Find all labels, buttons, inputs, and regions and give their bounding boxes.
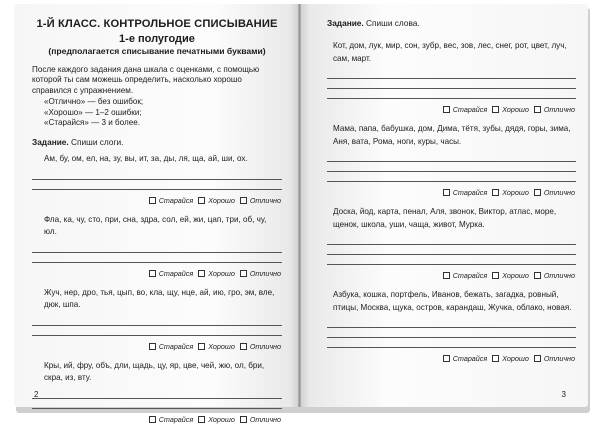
left-page-content — [14, 4, 298, 424]
rating-checkbox-try[interactable] — [149, 197, 156, 204]
rating-checkbox-good[interactable] — [198, 270, 205, 277]
page-number: 2 — [34, 390, 39, 399]
rating-label-try: Старайся — [158, 195, 194, 205]
page-subtitle: 1-е полугодие — [119, 33, 195, 45]
rating-label-good: Хорошо — [208, 414, 235, 424]
writing-lines — [32, 170, 282, 190]
rule-excellent: «Отлично» — без ошибок; — [44, 97, 144, 107]
rating-label-excellent: Отлично — [249, 195, 281, 205]
exercise-text: Кры, ий, фру, объ, дли, щадь, цу, яр, цве, чей, жю, ол, бри, скра, из, вту. — [44, 360, 265, 383]
page-number: 3 — [561, 390, 566, 399]
writing-lines — [32, 316, 282, 336]
writing-line — [32, 316, 282, 326]
writing-lines — [327, 152, 576, 182]
writing-line — [327, 162, 576, 172]
rating-scale — [327, 188, 576, 197]
rating-checkbox-try[interactable] — [443, 355, 450, 362]
writing-line — [32, 389, 282, 399]
rating-checkbox-excellent[interactable] — [240, 343, 247, 350]
writing-line — [32, 180, 282, 190]
rating-label-try: Старайся — [158, 268, 194, 278]
writing-line — [327, 245, 576, 255]
rating-scale — [327, 271, 576, 280]
intro-text: После каждого задания дана шкала с оценками, с помощью которой ты сам можешь определить, насколько хорошо справился с упражнением. — [32, 65, 260, 95]
rating-checkbox-try[interactable] — [149, 270, 156, 277]
rating-label-good: Хорошо — [502, 105, 529, 114]
writing-lines — [327, 69, 576, 99]
rating-checkbox-try[interactable] — [443, 106, 450, 113]
rating-checkbox-excellent[interactable] — [534, 272, 541, 279]
rating-scale — [32, 342, 282, 351]
rating-checkbox-try[interactable] — [443, 272, 450, 279]
exercise-text: Азбука, кошка, портфель, Иванов, бежать, загадка, ровный, птицы, Москва, щука, остров, карандаш, Жучка, облако, новая. — [333, 290, 572, 312]
writing-line — [32, 170, 282, 180]
rating-label-try: Старайся — [452, 271, 488, 280]
rating-checkbox-excellent[interactable] — [534, 355, 541, 362]
writing-line — [327, 318, 576, 328]
writing-line — [327, 172, 576, 182]
rating-checkbox-excellent[interactable] — [534, 189, 541, 196]
rating-checkbox-good[interactable] — [492, 272, 499, 279]
task-text: Спиши слова. — [363, 18, 420, 28]
right-page-content — [301, 4, 588, 407]
task-instruction — [327, 18, 576, 28]
writing-line — [327, 328, 576, 338]
page-note: (предполагается списывание печатными буквами) — [48, 46, 266, 56]
rating-checkbox-good[interactable] — [492, 106, 499, 113]
rating-label-try: Старайся — [158, 414, 194, 424]
exercise-text: Мама, папа, бабушка, дом, Дима, тётя, зубы, дядя, горы, зима, Аня, вата, Рома, ноги, куры, часы. — [333, 124, 571, 146]
rating-label-good: Хорошо — [208, 341, 235, 351]
exercise-text: Фла, ка, чу, сто, при, сна, здра, сол, ей, жи, цап, три, об, чу, юл. — [44, 214, 267, 237]
rule-good: «Хорошо» — 1–2 ошибки; — [44, 107, 142, 117]
rating-label-excellent: Отлично — [249, 341, 281, 351]
writing-line — [327, 79, 576, 89]
writing-line — [327, 255, 576, 265]
writing-line — [32, 253, 282, 263]
rating-scale — [32, 415, 282, 424]
right-page — [301, 4, 588, 407]
rating-label-excellent: Отлично — [543, 188, 575, 197]
rating-checkbox-try[interactable] — [149, 343, 156, 350]
rating-scale — [32, 269, 282, 278]
left-page — [14, 4, 298, 424]
exercise-text: Ам, бу, ом, ел, на, зу, вы, ит, за, ды, ля, ща, ай, ши, ох. — [44, 154, 248, 164]
rating-checkbox-excellent[interactable] — [240, 416, 247, 423]
writing-lines — [32, 389, 282, 409]
rating-checkbox-good[interactable] — [198, 197, 205, 204]
writing-line — [327, 152, 576, 162]
rating-checkbox-excellent[interactable] — [240, 270, 247, 277]
rating-checkbox-good[interactable] — [198, 343, 205, 350]
writing-line — [32, 243, 282, 253]
exercise-text: Кот, дом, лук, мир, сон, зубр, вес, зов, лес, снег, рот, цвет, луч, сам, март. — [333, 41, 567, 63]
rating-checkbox-good[interactable] — [198, 416, 205, 423]
rating-label-try: Старайся — [452, 188, 488, 197]
rating-scale — [32, 196, 282, 205]
rule-try: «Старайся» — 3 и более. — [44, 117, 140, 127]
rating-label-excellent: Отлично — [249, 414, 281, 424]
rating-label-excellent: Отлично — [543, 271, 575, 280]
writing-line — [32, 326, 282, 336]
task-label: Задание. — [327, 18, 364, 28]
open-workbook — [14, 4, 588, 424]
exercise-text: Жуч, нер, дро, тья, цып, во, кла, щу, нце, ай, ию, гро, эм, вле, дюк, шпа. — [44, 287, 275, 310]
rating-label-excellent: Отлично — [543, 105, 575, 114]
writing-lines — [327, 318, 576, 348]
rating-label-good: Хорошо — [502, 188, 529, 197]
writing-line — [327, 338, 576, 348]
rating-label-good: Хорошо — [208, 268, 235, 278]
rating-label-good: Хорошо — [502, 271, 529, 280]
writing-line — [327, 89, 576, 99]
writing-line — [327, 235, 576, 245]
rating-checkbox-excellent[interactable] — [240, 197, 247, 204]
rating-label-try: Старайся — [158, 341, 194, 351]
writing-line — [327, 69, 576, 79]
rating-label-excellent: Отлично — [543, 354, 575, 363]
rating-scale — [327, 105, 576, 114]
rating-checkbox-good[interactable] — [492, 355, 499, 362]
exercise-text: Доска, йод, карта, пенал, Аля, звонок, Виктор, атлас, море, щенок, школа, уши, чаща, живот, Мурка. — [333, 207, 557, 229]
task-instruction — [32, 137, 282, 147]
task-text: Спиши слоги. — [68, 137, 124, 148]
rating-label-excellent: Отлично — [249, 268, 281, 278]
rating-label-good: Хорошо — [502, 354, 529, 363]
rating-checkbox-good[interactable] — [492, 189, 499, 196]
rating-checkbox-try[interactable] — [149, 416, 156, 423]
rating-scale — [327, 354, 576, 363]
rating-label-try: Старайся — [452, 105, 488, 114]
task-label: Задание. — [32, 137, 69, 148]
writing-line — [32, 399, 282, 409]
rating-checkbox-excellent[interactable] — [534, 106, 541, 113]
rating-label-try: Старайся — [452, 354, 488, 363]
page-title: 1-Й КЛАСС. КОНТРОЛЬНОЕ СПИСЫВАНИЕ — [36, 18, 278, 30]
rating-label-good: Хорошо — [208, 195, 235, 205]
rating-checkbox-try[interactable] — [443, 189, 450, 196]
writing-lines — [327, 235, 576, 265]
writing-lines — [32, 243, 282, 263]
